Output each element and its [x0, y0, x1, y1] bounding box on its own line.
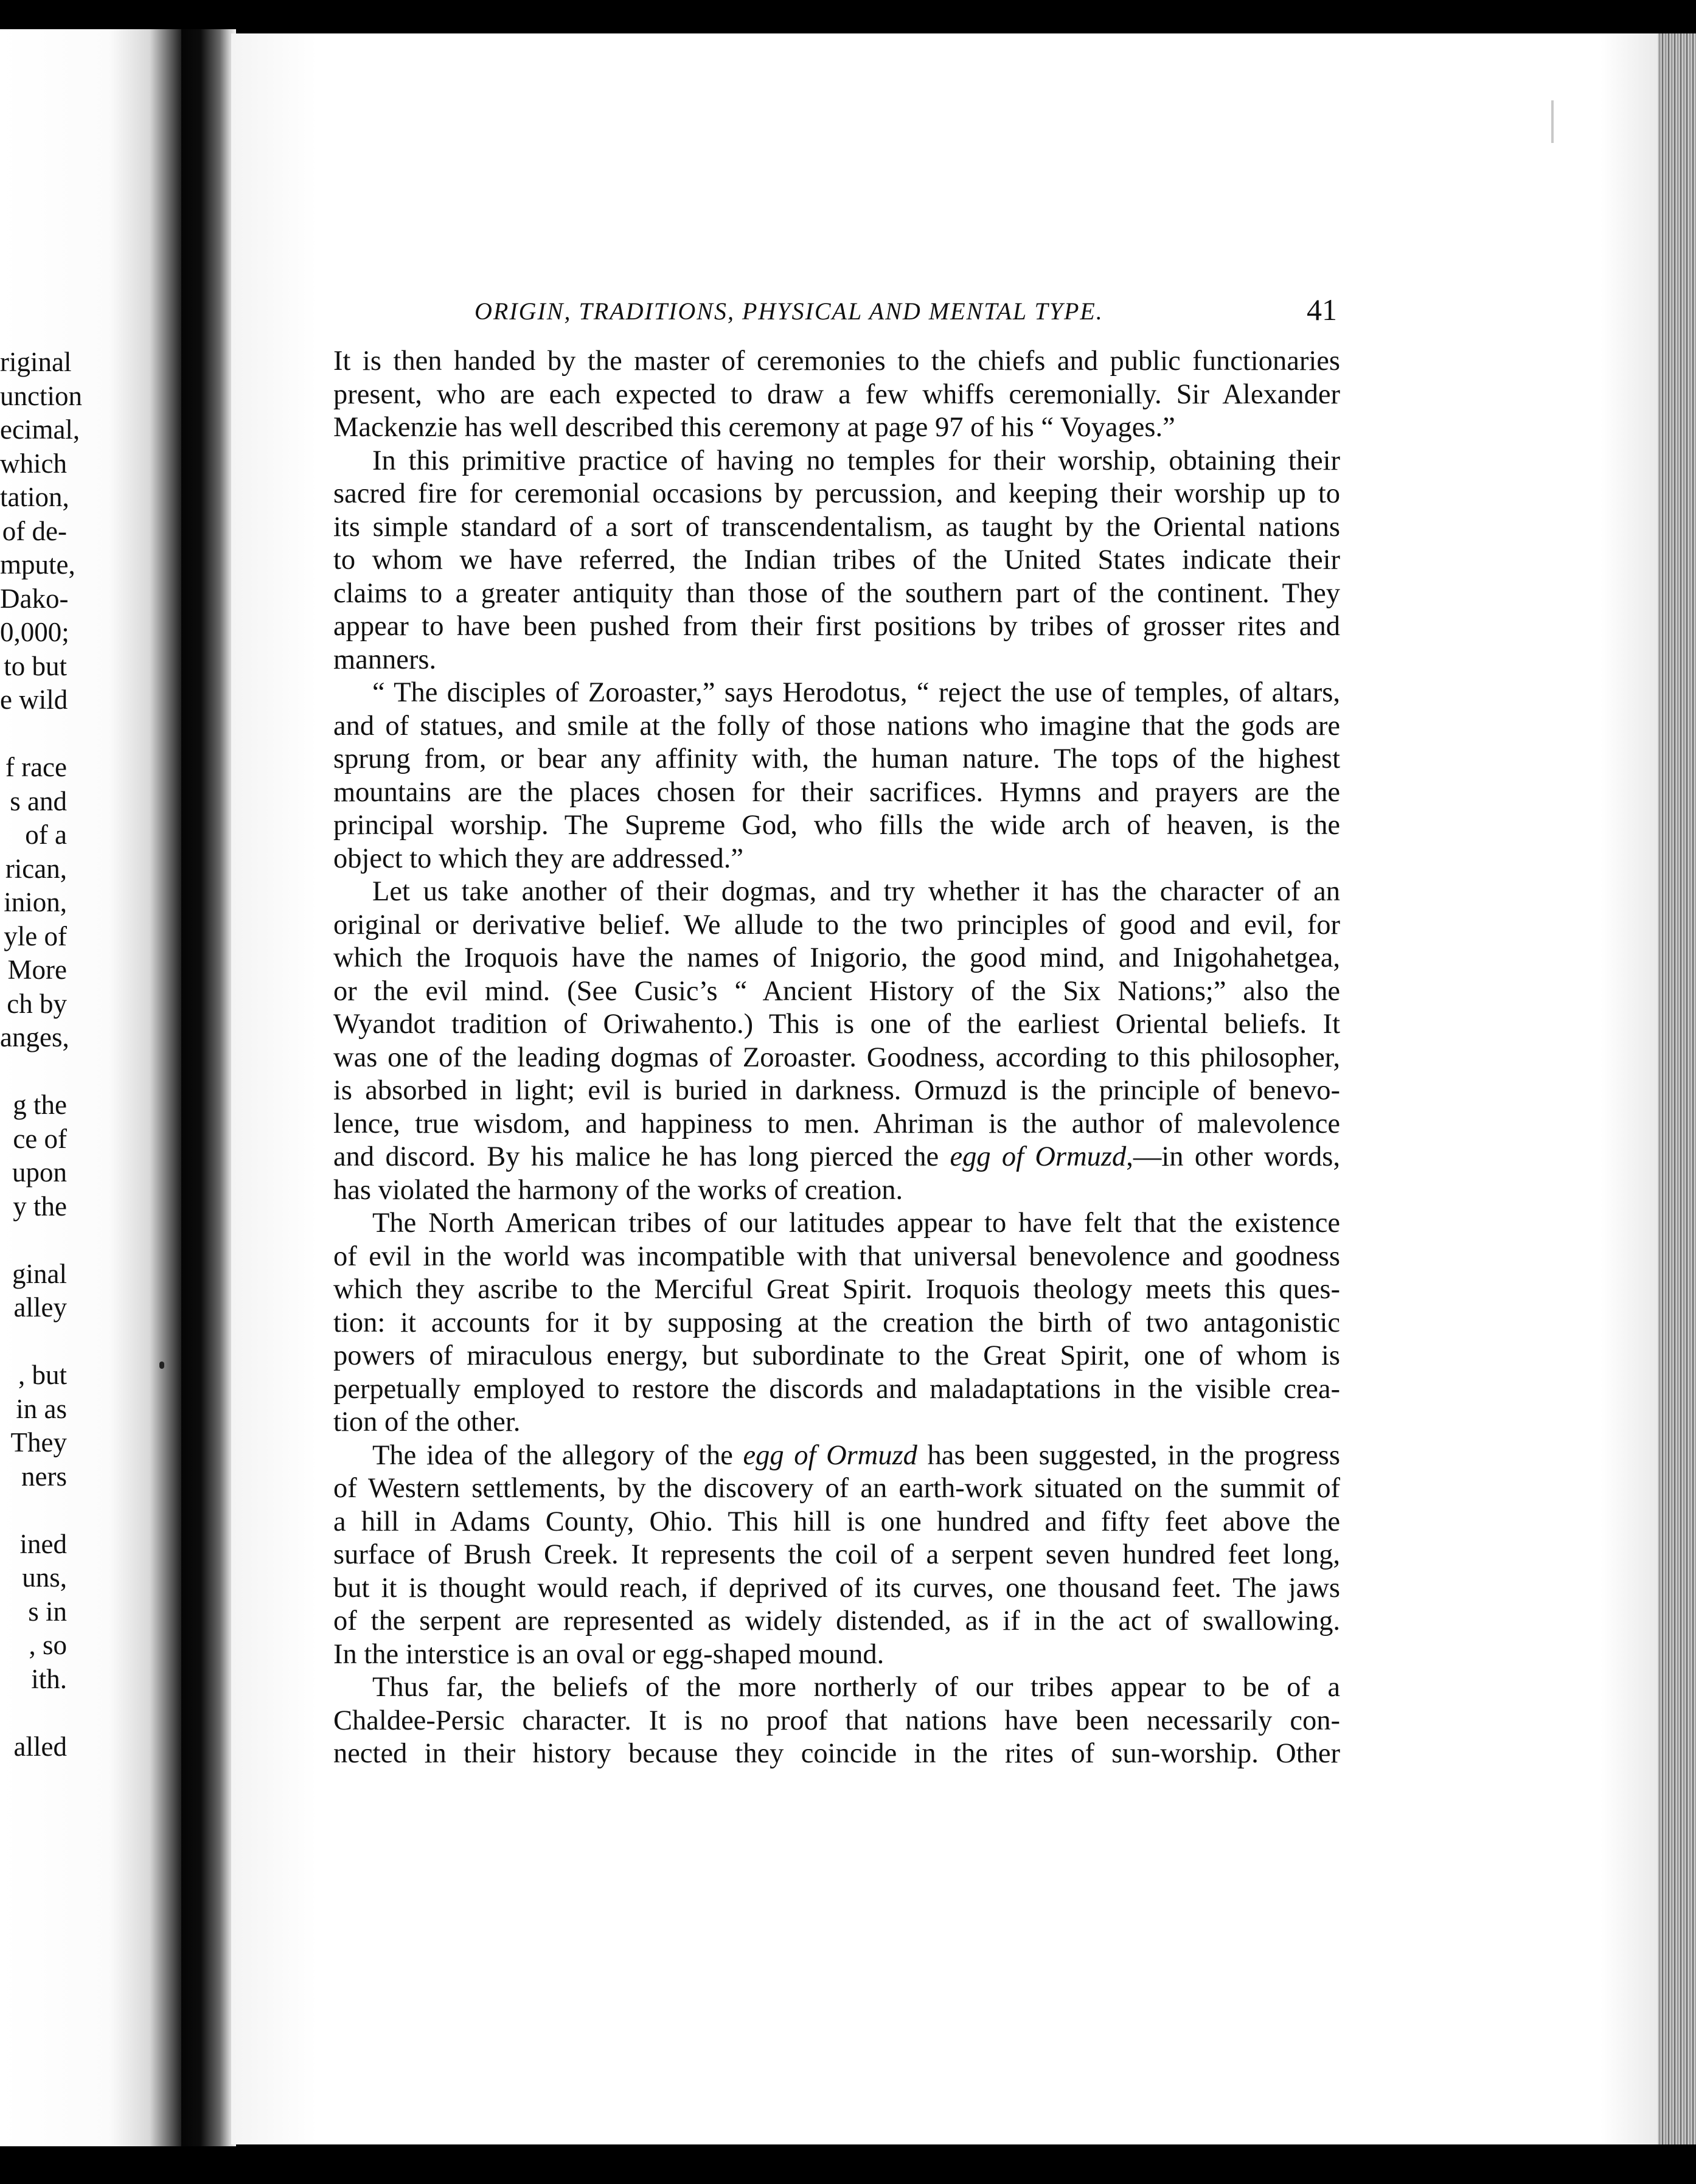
left-page-text-fragment: tation,	[0, 482, 69, 512]
text-line: principal worship. The Supreme God, who fills the wide arch of heaven, is the	[333, 810, 1340, 841]
left-page-text-fragment: More	[7, 955, 67, 985]
left-page-text-fragment: riginal	[0, 347, 72, 377]
left-page-text-fragment: to but	[4, 650, 67, 681]
left-page-text-fragment: uns,	[22, 1562, 67, 1593]
page-number: 41	[1307, 293, 1337, 327]
left-page-text-fragment: upon	[12, 1157, 67, 1188]
text-line: It is then handed by the master of ceremonies to the chiefs and public functionaries	[333, 346, 1340, 377]
edge-mark	[1551, 100, 1554, 143]
book-gutter	[181, 29, 236, 2146]
text-line: In the interstice is an oval or egg-shaped mound.	[333, 1638, 884, 1670]
text-line: Chaldee-Persic character. It is no proof that nations have been necessarily con-	[333, 1705, 1340, 1736]
left-page-text-fragment: f race	[5, 752, 67, 782]
text-line: Mackenzie has well described this ceremony at page 97 of his “ Voyages.”	[333, 412, 1175, 443]
text-line: Wyandot tradition of Oriwahento.) This is one of the earliest Oriental beliefs. It	[333, 1009, 1340, 1040]
left-page-text-fragment: yle of	[4, 920, 67, 951]
left-page-text-fragment: of de-	[2, 515, 67, 546]
text-line: of Western settlements, by the discovery of an earth-work situated on the summit of	[333, 1473, 1340, 1504]
left-page-text-fragment: They	[10, 1427, 67, 1458]
text-line: “ The disciples of Zoroaster,” says Herodotus, “ reject the use of temples, of altars,	[372, 677, 1340, 708]
text-line: which they ascribe to the Merciful Great Spirit. Iroquois theology meets this ques-	[333, 1274, 1340, 1305]
left-page-text-fragment: , so	[29, 1630, 67, 1660]
text-line: a hill in Adams County, Ohio. This hill is one hundred and fifty feet above the	[333, 1506, 1340, 1537]
left-page-text-fragment: alley	[13, 1292, 67, 1323]
left-page-text-fragment: of a	[25, 819, 67, 850]
text-line: and discord. By his malice he has long pierced the egg of Ormuzd,—in other words,	[333, 1141, 1341, 1172]
left-page-text-fragment: rican,	[5, 853, 67, 884]
text-line: of evil in the world was incompatible with that universal benevolence and goodness	[333, 1240, 1340, 1272]
left-page-text-fragment: y the	[13, 1191, 67, 1222]
text-line: The North American tribes of our latitudes appear to have felt that the existence	[372, 1208, 1340, 1239]
body-text	[333, 345, 1340, 1771]
left-page-text-fragment: g the	[13, 1090, 67, 1120]
text-line: powers of miraculous energy, but subordinate to the Great Spirit, one of whom is	[333, 1340, 1340, 1371]
left-page-text-fragment: anges,	[0, 1022, 69, 1052]
text-line: has violated the harmony of the works of creation.	[333, 1174, 903, 1206]
text-line: lence, true wisdom, and happiness to men. Ahriman is the author of malevolence	[333, 1108, 1340, 1139]
text-line: and of statues, and smile at the folly of those nations who imagine that the gods are	[333, 710, 1340, 742]
text-line: sprung from, or bear any affinity with, the human nature. The tops of the highest	[333, 743, 1340, 774]
page-edges	[1658, 33, 1696, 2144]
text-line: perpetually employed to restore the discords and maladaptations in the visible crea-	[333, 1373, 1340, 1405]
text-line: original or derivative belief. We allude to the two principles of good and evil, for	[333, 909, 1340, 941]
left-page-text-fragment: s and	[10, 785, 67, 816]
text-line: which the Iroquois have the names of Inigorio, the good mind, and Inigohahetgea,	[333, 942, 1340, 973]
left-page-text-fragment: ce of	[13, 1123, 67, 1154]
text-line: Let us take another of their dogmas, and try whether it has the character of an	[372, 876, 1340, 907]
left-page-text-fragment: which	[0, 448, 67, 479]
left-page-text-fragment: s in	[28, 1596, 67, 1627]
text-line: present, who are each expected to draw a few whiffs ceremonially. Sir Alexander	[333, 378, 1340, 410]
left-page-text-fragment: ners	[21, 1461, 67, 1492]
left-page	[0, 29, 182, 2146]
text-line: In this primitive practice of having no temples for their worship, obtaining their	[372, 445, 1340, 476]
left-page-text-fragment: alled	[13, 1731, 67, 1762]
text-line: was one of the leading dogmas of Zoroaster. Goodness, according to this philosopher,	[333, 1042, 1340, 1073]
text-line: claims to a greater antiquity than those of the southern part of the continent. They	[333, 577, 1340, 609]
text-line: manners.	[333, 644, 437, 675]
running-header: ORIGIN, TRADITIONS, PHYSICAL AND MENTAL TYPE.	[474, 297, 1103, 325]
text-line: is absorbed in light; evil is buried in darkness. Ormuzd is the principle of benevo-	[333, 1075, 1340, 1106]
left-page-text-fragment: ginal	[12, 1258, 67, 1289]
left-page-text-fragment: in as	[16, 1393, 67, 1424]
text-line: surface of Brush Creek. It represents the coil of a serpent seven hundred feet long,	[333, 1539, 1340, 1570]
text-line: object to which they are addressed.”	[333, 843, 743, 874]
left-page-text-fragment: inion,	[4, 887, 67, 917]
text-line: nected in their history because they coincide in the rites of sun-worship. Other	[333, 1738, 1340, 1769]
text-line: of the serpent are represented as widely distended, as if in the act of swallowing.	[333, 1605, 1340, 1636]
text-line: tion: it accounts for it by supposing at the creation the birth of two antagonistic	[333, 1307, 1340, 1338]
text-line: tion of the other.	[333, 1407, 521, 1438]
left-page-text-fragment: ecimal,	[0, 414, 80, 445]
text-line: to whom we have referred, the Indian tribes of the United States indicate their	[333, 544, 1340, 576]
left-page-text-fragment: ined	[19, 1528, 67, 1559]
left-page-text-fragment: mpute,	[0, 549, 75, 580]
text-line: mountains are the places chosen for their sacrifices. Hymns and prayers are the	[333, 776, 1340, 808]
text-line: sacred fire for ceremonial occasions by percussion, and keeping their worship up to	[333, 478, 1340, 509]
left-page-text-fragment: ch by	[7, 988, 67, 1019]
text-line: or the evil mind. (See Cusic’s “ Ancient History of the Six Nations;” also the	[333, 975, 1340, 1007]
left-page-text-fragment: ith.	[31, 1663, 67, 1694]
text-line: but it is thought would reach, if deprived of its curves, one thousand feet. The jaws	[333, 1572, 1340, 1604]
text-line: The idea of the allegory of the egg of Ormuzd has been suggested, in the progress	[372, 1439, 1340, 1471]
left-page-text-fragment: e wild	[0, 684, 68, 715]
text-line: Thus far, the beliefs of the more northerly of our tribes appear to be of a	[372, 1672, 1340, 1703]
margin-mark	[159, 1362, 164, 1369]
left-page-text-fragment: 0,000;	[0, 617, 69, 647]
text-line: its simple standard of a sort of transcendentalism, as taught by the Oriental nations	[333, 511, 1340, 543]
left-page-text-fragment: , but	[18, 1360, 67, 1390]
text-line: appear to have been pushed from their first positions by tribes of grosser rites and	[333, 611, 1340, 642]
left-page-text-fragment: Dako-	[0, 583, 69, 614]
left-page-text-fragment: unction	[0, 380, 82, 411]
